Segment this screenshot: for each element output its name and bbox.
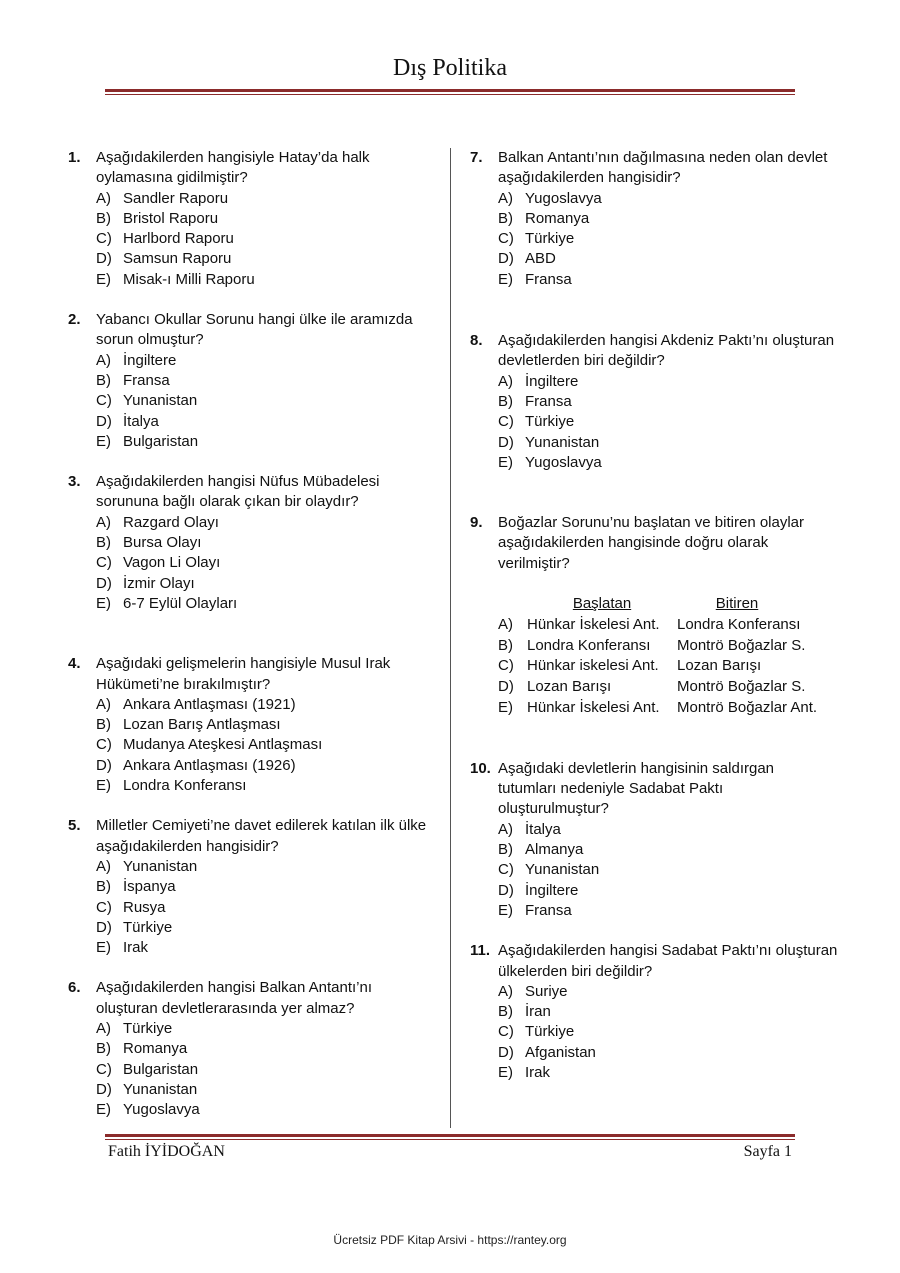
- option-letter: B): [96, 534, 111, 552]
- option-a[interactable]: [96, 351, 443, 371]
- footer-page-number: Sayfa 1: [743, 1143, 792, 1160]
- question-9: [470, 513, 850, 719]
- option-c[interactable]: [498, 229, 850, 249]
- option-letter: B): [96, 1040, 111, 1058]
- option-b[interactable]: [96, 715, 443, 735]
- option-text: ABD: [525, 250, 556, 268]
- watermark-link[interactable]: Ücretsiz PDF Kitap Arsivi - https://rantey.org: [333, 1233, 567, 1247]
- option-text: Samsun Raporu: [123, 250, 232, 268]
- option-letter: D): [96, 756, 112, 774]
- option-start: Hünkar İskelesi Ant.: [527, 615, 660, 633]
- option-c[interactable]: [96, 553, 443, 573]
- question-stem: Yabancı Okullar Sorunu hangi ülke ile aramızda: [96, 311, 413, 329]
- option-letter: D): [498, 1043, 514, 1061]
- question-stem: Hükümeti’ne bırakılmıştır?: [96, 675, 271, 693]
- option-letter: A): [96, 1019, 111, 1037]
- header-rule-thick: [105, 89, 795, 92]
- option-letter: C): [498, 413, 514, 431]
- option-letter: A): [498, 615, 513, 633]
- option-text: Türkiye: [123, 1019, 173, 1037]
- question-stem: sorun olmuştur?: [96, 331, 204, 349]
- option-d[interactable]: [498, 1043, 850, 1063]
- option-a[interactable]: [498, 820, 850, 840]
- question-2: [68, 310, 443, 452]
- option-text: Mudanya Ateşkesi Antlaşması: [123, 736, 323, 754]
- option-text: Ankara Antlaşması (1921): [123, 695, 296, 713]
- question-stem: Boğazlar Sorunu’nu başlatan ve bitiren olaylar: [498, 514, 805, 532]
- option-text: İngiltere: [525, 372, 579, 390]
- option-text: Almanya: [525, 841, 584, 859]
- option-c[interactable]: [498, 1022, 850, 1042]
- right-column: [470, 148, 850, 1083]
- question-number: 8.: [470, 332, 483, 350]
- option-text: Bulgaristan: [123, 432, 199, 450]
- question-stem: aşağıdakilerden hangisidir?: [96, 837, 279, 855]
- option-b[interactable]: [498, 636, 850, 657]
- option-a[interactable]: [498, 615, 850, 636]
- question-10: [470, 759, 850, 921]
- question-number: 9.: [470, 514, 483, 532]
- option-end: Montrö Boğazlar S.: [677, 678, 806, 696]
- option-c[interactable]: [498, 656, 850, 677]
- option-start: Lozan Barışı: [527, 678, 612, 696]
- option-letter: A): [96, 189, 111, 207]
- option-text: Romanya: [123, 1040, 188, 1058]
- option-end: Londra Konferansı: [677, 615, 801, 633]
- option-letter: D): [498, 433, 514, 451]
- question-stem: Aşağıdaki devletlerin hangisinin saldırgan: [498, 759, 775, 777]
- footer-author: Fatih İYİDOĞAN: [108, 1143, 225, 1160]
- question-stem: Aşağıdakilerden hangisiyle Hatay’da halk: [96, 149, 370, 166]
- option-letter: B): [96, 371, 111, 389]
- option-letter: C): [498, 230, 514, 248]
- page-title: Dış Politika: [392, 55, 507, 81]
- option-text: Yunanistan: [525, 861, 600, 879]
- option-text: Fransa: [525, 392, 572, 410]
- option-letter: C): [96, 554, 112, 572]
- option-text: Misak-ı Milli Raporu: [123, 270, 255, 288]
- option-e[interactable]: [498, 1063, 850, 1083]
- option-text: Londra Konferansı: [123, 777, 247, 795]
- option-text: Ankara Antlaşması (1926): [123, 756, 296, 774]
- option-letter: C): [498, 657, 514, 675]
- option-a[interactable]: [96, 1019, 443, 1039]
- option-text: Yunanistan: [525, 433, 600, 451]
- option-b[interactable]: [498, 840, 850, 860]
- option-text: Fransa: [123, 371, 170, 389]
- option-text: Türkiye: [525, 413, 575, 431]
- option-text: İngiltere: [123, 351, 177, 369]
- option-letter: A): [498, 189, 513, 207]
- option-c[interactable]: [96, 391, 443, 411]
- option-text: İtalya: [525, 820, 561, 838]
- option-e[interactable]: [498, 453, 850, 473]
- option-letter: C): [96, 230, 112, 248]
- option-letter: E): [498, 1063, 513, 1081]
- option-e[interactable]: [96, 776, 443, 796]
- option-letter: B): [96, 716, 111, 734]
- option-letter: C): [498, 861, 514, 879]
- question-number: 6.: [68, 979, 81, 997]
- option-a[interactable]: [96, 513, 443, 533]
- option-d[interactable]: [96, 918, 443, 938]
- option-c[interactable]: [96, 735, 443, 755]
- option-letter: A): [96, 351, 111, 369]
- option-letter: D): [498, 250, 514, 268]
- option-letter: E): [498, 270, 513, 288]
- option-a[interactable]: [498, 982, 850, 1002]
- option-text: Yunanistan: [123, 392, 198, 410]
- option-c[interactable]: [498, 412, 850, 432]
- option-text: İspanya: [123, 878, 176, 896]
- question-stem: Aşağıdaki gelişmelerin hangisiyle Musul Irak: [96, 655, 391, 673]
- question-stem: devletlerden biri değildir?: [498, 352, 665, 370]
- option-letter: E): [96, 432, 111, 450]
- question-stem: Balkan Antantı’nın dağılmasına neden olan devlet: [498, 149, 828, 166]
- option-letter: E): [96, 939, 111, 957]
- option-letter: C): [96, 736, 112, 754]
- option-d[interactable]: [498, 881, 850, 901]
- option-letter: B): [498, 1003, 513, 1021]
- header-end: Bitiren: [715, 595, 759, 613]
- header-rule-thin: [105, 94, 795, 95]
- option-text: Fransa: [525, 901, 572, 919]
- option-letter: D): [498, 678, 514, 696]
- option-text: Harlbord Raporu: [123, 230, 234, 248]
- option-text: Bristol Raporu: [123, 209, 219, 227]
- option-letter: D): [96, 1080, 112, 1098]
- option-letter: D): [96, 918, 112, 936]
- option-letter: E): [96, 270, 111, 288]
- option-a[interactable]: [498, 372, 850, 392]
- option-a[interactable]: [96, 189, 443, 209]
- question-stem: aşağıdakilerden hangisinde doğru olarak: [498, 534, 769, 552]
- question-stem: Aşağıdakilerden hangisi Akdeniz Paktı’nı oluşturan: [498, 332, 835, 350]
- option-b[interactable]: [498, 209, 850, 229]
- option-text: 6-7 Eylül Olayları: [123, 594, 238, 612]
- option-end: Lozan Barışı: [677, 657, 762, 675]
- option-text: Lozan Barış Antlaşması: [123, 716, 281, 734]
- option-letter: E): [96, 594, 111, 612]
- footer-rule-thin: [105, 1139, 795, 1140]
- question-stem: Aşağıdakilerden hangisi Nüfus Mübadelesi: [96, 473, 380, 491]
- option-letter: E): [498, 699, 513, 717]
- option-text: İngiltere: [525, 881, 579, 899]
- option-e[interactable]: [96, 594, 443, 614]
- option-text: Türkiye: [525, 1023, 575, 1041]
- option-text: Yugoslavya: [123, 1101, 200, 1119]
- option-letter: E): [96, 777, 111, 795]
- column-divider: [450, 148, 451, 1128]
- option-d[interactable]: [498, 249, 850, 269]
- question-number: 5.: [68, 817, 81, 835]
- option-d[interactable]: [498, 433, 850, 453]
- option-letter: E): [498, 901, 513, 919]
- option-text: Irak: [123, 939, 149, 957]
- option-text: İzmir Olayı: [123, 574, 195, 592]
- question-stem: verilmiştir?: [498, 554, 570, 572]
- option-c[interactable]: [96, 229, 443, 249]
- option-letter: B): [498, 392, 513, 410]
- option-a[interactable]: [96, 695, 443, 715]
- option-d[interactable]: [96, 756, 443, 776]
- footer-rule-thick: [105, 1134, 795, 1137]
- option-d[interactable]: [96, 1080, 443, 1100]
- question-number: 3.: [68, 473, 81, 491]
- option-letter: B): [498, 841, 513, 859]
- question-number: 1.: [68, 149, 81, 166]
- question-number: 10.: [470, 759, 491, 777]
- option-e[interactable]: [498, 698, 850, 719]
- option-text: İran: [525, 1003, 551, 1021]
- question-stem: oylamasına gidilmiştir?: [96, 169, 248, 187]
- option-text: Bulgaristan: [123, 1060, 199, 1078]
- option-letter: D): [96, 412, 112, 430]
- question-stem: aşağıdakilerden hangisidir?: [498, 169, 681, 187]
- option-e[interactable]: [498, 901, 850, 921]
- option-e[interactable]: [498, 270, 850, 290]
- question-7: [470, 148, 850, 290]
- option-start: Hünkar iskelesi Ant.: [527, 657, 659, 675]
- option-d[interactable]: [96, 574, 443, 594]
- option-letter: D): [96, 250, 112, 268]
- option-text: Romanya: [525, 209, 590, 227]
- option-e[interactable]: [96, 1100, 443, 1120]
- option-e[interactable]: [96, 432, 443, 452]
- question-number: 4.: [68, 655, 81, 673]
- question-6: [68, 978, 443, 1120]
- option-start: Londra Konferansı: [527, 636, 651, 654]
- header-start: Başlatan: [572, 595, 632, 613]
- option-text: Türkiye: [123, 918, 173, 936]
- option-letter: C): [96, 898, 112, 916]
- option-b[interactable]: [96, 209, 443, 229]
- option-end: Montrö Boğazlar S.: [677, 636, 806, 654]
- question-3: [68, 472, 443, 614]
- option-letter: E): [498, 453, 513, 471]
- question-stem: Aşağıdakilerden hangisi Balkan Antantı’nı: [96, 979, 373, 997]
- option-b[interactable]: [498, 1002, 850, 1022]
- question-8: [470, 331, 850, 473]
- option-text: Türkiye: [525, 230, 575, 248]
- question-number: 11.: [470, 942, 491, 960]
- question-stem: Aşağıdakilerden hangisi Sadabat Paktı’nı oluşturan: [498, 942, 838, 960]
- option-letter: C): [498, 1023, 514, 1041]
- left-column: [68, 148, 443, 1120]
- question-stem: sorununa bağlı olarak çıkan bir olaydır?: [96, 493, 359, 511]
- option-text: Irak: [525, 1063, 551, 1081]
- option-text: Vagon Li Olayı: [123, 554, 221, 572]
- question-number: 7.: [470, 149, 483, 166]
- option-letter: A): [96, 695, 111, 713]
- question-5: [68, 816, 443, 958]
- option-letter: A): [96, 513, 111, 531]
- option-end: Montrö Boğazlar Ant.: [677, 699, 818, 717]
- option-text: Razgard Olayı: [123, 513, 219, 531]
- option-letter: A): [96, 857, 111, 875]
- option-b[interactable]: [498, 392, 850, 412]
- option-a[interactable]: [96, 857, 443, 877]
- option-a[interactable]: [498, 189, 850, 209]
- option-e[interactable]: [96, 938, 443, 958]
- option-letter: A): [498, 372, 513, 390]
- option-c[interactable]: [498, 860, 850, 880]
- option-letter: D): [96, 574, 112, 592]
- option-c[interactable]: [96, 1060, 443, 1080]
- option-letter: B): [498, 209, 513, 227]
- option-text: Fransa: [525, 270, 572, 288]
- option-text: Bursa Olayı: [123, 534, 202, 552]
- option-text: Rusya: [123, 898, 166, 916]
- option-letter: E): [96, 1101, 111, 1119]
- option-b[interactable]: [96, 877, 443, 897]
- question-stem: oluşturan devletlerarasında yer almaz?: [96, 999, 355, 1017]
- option-b[interactable]: [96, 371, 443, 391]
- option-text: Yunanistan: [123, 1080, 198, 1098]
- option-d[interactable]: [96, 412, 443, 432]
- option-d[interactable]: [96, 249, 443, 269]
- option-text: Yugoslavya: [525, 189, 602, 207]
- option-e[interactable]: [96, 270, 443, 290]
- answer-table: [498, 594, 850, 719]
- option-start: Hünkar İskelesi Ant.: [527, 699, 660, 717]
- option-letter: B): [498, 636, 513, 654]
- option-text: Sandler Raporu: [123, 189, 229, 207]
- question-stem: tutumları nedeniyle Sadabat Paktı: [498, 780, 724, 798]
- question-4: [68, 654, 443, 796]
- option-letter: C): [96, 392, 112, 410]
- option-c[interactable]: [96, 898, 443, 918]
- question-stem: oluşturulmuştur?: [498, 800, 609, 818]
- option-b[interactable]: [96, 1039, 443, 1059]
- option-text: Afganistan: [525, 1043, 596, 1061]
- option-letter: B): [96, 209, 111, 227]
- option-text: Yugoslavya: [525, 453, 602, 471]
- option-letter: A): [498, 820, 513, 838]
- option-letter: D): [498, 881, 514, 899]
- question-1: [68, 148, 443, 290]
- answer-table-header: [498, 594, 850, 615]
- option-text: Yunanistan: [123, 857, 198, 875]
- option-text: İtalya: [123, 412, 159, 430]
- option-b[interactable]: [96, 533, 443, 553]
- option-text: Suriye: [525, 982, 568, 1000]
- question-number: 2.: [68, 311, 81, 329]
- option-letter: B): [96, 878, 111, 896]
- option-letter: C): [96, 1060, 112, 1078]
- question-stem: ülkelerden biri değildir?: [498, 962, 653, 980]
- question-11: [470, 941, 850, 1083]
- question-stem: Milletler Cemiyeti’ne davet edilerek katılan ilk ülke: [96, 817, 427, 835]
- option-letter: A): [498, 982, 513, 1000]
- option-d[interactable]: [498, 677, 850, 698]
